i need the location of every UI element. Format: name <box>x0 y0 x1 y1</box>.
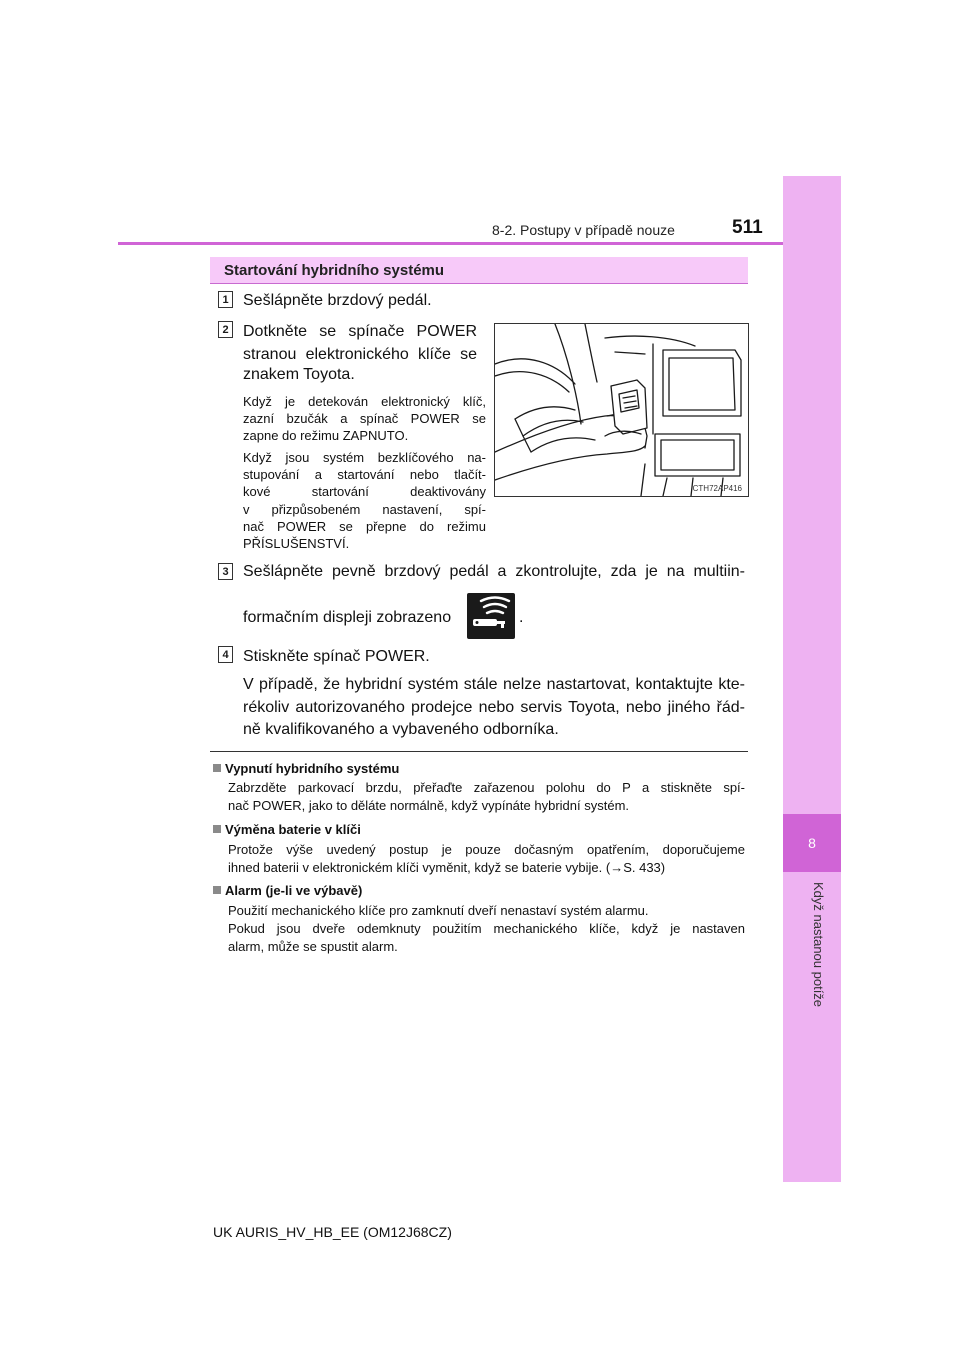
note-heading <box>213 883 362 898</box>
square-bullet-icon <box>213 764 221 772</box>
note-body-line: Použití mechanického klíče pro zamknutí dveří nenastaví systém alarmu. <box>228 903 649 918</box>
chapter-title: Když nastanou potíže <box>811 882 826 1008</box>
footer-model-code: UK AURIS_HV_HB_EE (OM12J68CZ) <box>213 1224 452 1240</box>
step-number-4: 4 <box>218 646 233 663</box>
step-4-text: Stiskněte spínač POWER. <box>243 648 430 665</box>
step-3-period: . <box>519 609 524 626</box>
step-2-note-1-line: zazní bzučák a spínač POWER se <box>243 411 486 426</box>
step-2-note-2-line: Když jsou systém bezklíčového na- <box>243 450 486 465</box>
step-2-note-1-line: zapne do režimu ZAPNUTO. <box>243 428 409 443</box>
note-body-line: Protože výše uvedený postup je pouze dočasným opatřením, doporučujeme <box>228 842 745 857</box>
step-2-line-3: znakem Toyota. <box>243 366 355 383</box>
note-body-line: Pokud jsou dveře odemknuty použitím mechanického klíče, když je nastaven <box>228 921 745 936</box>
step-2-note-2-line: stupování a startování nebo tlačít- <box>243 467 486 482</box>
step-number-1: 1 <box>218 291 233 308</box>
header-rule <box>118 242 783 245</box>
step-2-note-2-line: nač POWER se přepne do režimu <box>243 519 486 534</box>
note-heading <box>213 761 399 776</box>
step-number-2: 2 <box>218 321 233 338</box>
chapter-number: 8 <box>783 814 841 872</box>
note-heading-text: Výměna baterie v klíči <box>225 822 361 837</box>
note-heading-text: Vypnutí hybridního systému <box>225 761 400 776</box>
note-heading-text: Alarm (je-li ve výbavě) <box>225 883 363 898</box>
step-2-line-2: stranou elektronického klíče se <box>243 346 477 363</box>
hand-holding-key-near-power-switch-icon <box>495 324 749 497</box>
illustration-hand-key-power-switch <box>494 323 749 497</box>
step-2-note-2-line: kové startování deaktivovány <box>243 484 486 499</box>
step-3-line-1: Sešlápněte pevně brzdový pedál a zkontrolujte, zda je na multiin- <box>243 563 745 580</box>
square-bullet-icon <box>213 886 221 894</box>
note-body-line: nač POWER, jako to děláte normálně, když vypínáte hybridní systém. <box>228 798 630 813</box>
step-number-3: 3 <box>218 563 233 580</box>
page-number: 511 <box>732 217 763 238</box>
closing-paragraph-line: ně kvalifikovaného a vybaveného odborníka. <box>243 721 559 738</box>
illustration-code: CTH72AP416 <box>692 484 742 493</box>
step-2-line-1: Dotkněte se spínače POWER <box>243 323 477 340</box>
section-heading-bar <box>210 257 748 284</box>
note-heading <box>213 822 361 837</box>
step-2-note-2-line: PŘÍSLUŠENSTVÍ. <box>243 536 350 551</box>
step-2-note-1-line: Když je detekován elektronický klíč, <box>243 394 486 409</box>
section-divider <box>210 751 748 752</box>
note-body-line: Zabrzděte parkovací brzdu, přeřaďte zařazenou polohu do P a stiskněte spí- <box>228 780 745 795</box>
smart-key-indicator-icon <box>467 593 515 639</box>
closing-paragraph-line: V případě, že hybridní systém stále nelze nastartovat, kontaktujte kte- <box>243 676 745 693</box>
step-1-text: Sešlápněte brzdový pedál. <box>243 292 432 309</box>
section-title: Startování hybridního systému <box>224 262 445 279</box>
closing-paragraph-line: rékoliv autorizovaného prodejce nebo servis Toyota, nebo jiného řád- <box>243 699 745 716</box>
note-body-line: ihned baterii v elektronickém klíči vyměnit, když se baterie vybije. (→S. 433) <box>228 860 666 875</box>
note-body-line: alarm, může se spustit alarm. <box>228 939 398 954</box>
step-2-note-2-line: v přizpůsobeném nastavení, spí- <box>243 502 486 517</box>
step-3-line-2: formačním displeji zobrazeno <box>243 609 452 626</box>
square-bullet-icon <box>213 825 221 833</box>
header-section-path: 8-2. Postupy v případě nouze <box>492 222 675 238</box>
